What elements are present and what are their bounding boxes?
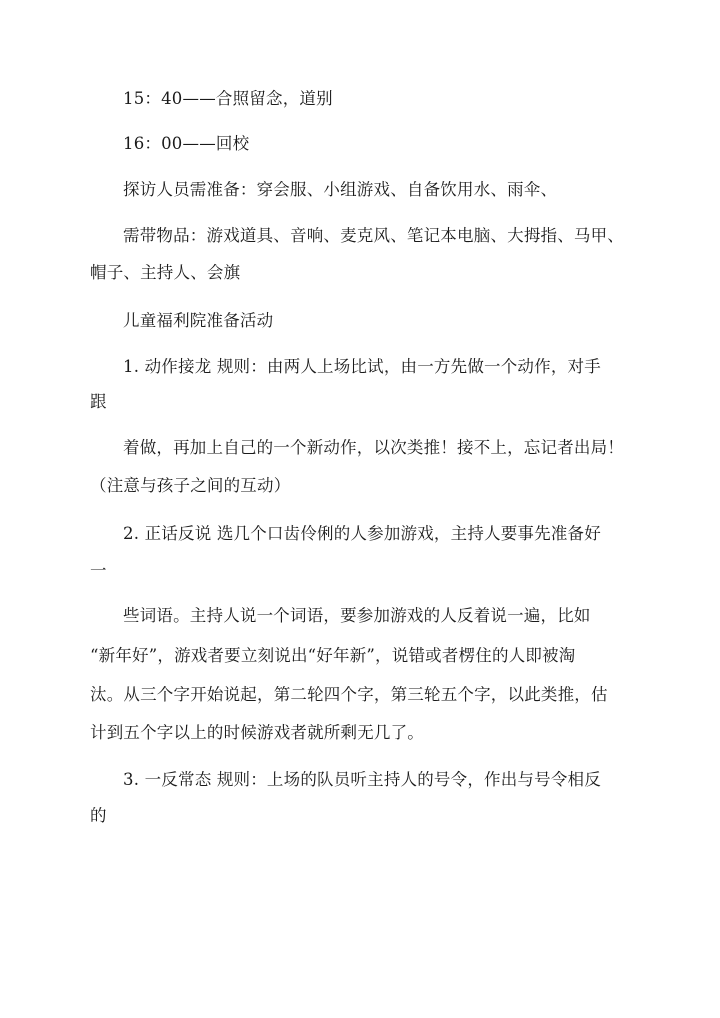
activity-2-rule-line-3: 汰。从三个字开始说起，第二轮四个字，第三轮五个字，以此类推，估 [90, 685, 608, 704]
required-items-cont: 帽子、主持人、会旗 [90, 263, 241, 282]
schedule-item-return: 16：00——回校 [123, 134, 250, 153]
activity-1-rule: 着做，再加上自己的一个新动作，以次类推！接不上，忘记者出局！ [123, 438, 624, 457]
visitor-preparation: 探访人员需准备：穿会服、小组游戏、自备饮用水、雨伞、 [123, 180, 558, 199]
activity-2-rule-line-1: 些词语。主持人说一个词语，要参加游戏的人反着说一遍，比如 [123, 606, 591, 625]
activity-2-rule-line-4: 计到五个字以上的时候游戏者就所剩无几了。 [90, 723, 424, 742]
activity-1-title: 1. 动作接龙 规则：由两人上场比试，由一方先做一个动作，对手 [123, 357, 601, 376]
activity-2-wrap: 一 [90, 561, 107, 580]
section-heading: 儿童福利院准备活动 [123, 311, 274, 330]
activity-1-note: （注意与孩子之间的互动） [90, 476, 291, 495]
activity-3-wrap: 的 [90, 806, 107, 825]
activity-2-title: 2. 正话反说 选几个口齿伶俐的人参加游戏，主持人要事先准备好 [123, 524, 601, 543]
activity-1-wrap: 跟 [90, 392, 107, 411]
activity-3-title: 3. 一反常态 规则：上场的队员听主持人的号令，作出与号令相反 [123, 770, 601, 789]
required-items: 需带物品：游戏道具、音响、麦克风、笔记本电脑、大拇指、马甲、 [123, 226, 624, 245]
schedule-item-photo: 15：40——合照留念，道别 [123, 89, 333, 108]
activity-2-rule-line-2: “新年好”，游戏者要立刻说出“好年新”，说错或者楞住的人即被淘 [90, 646, 576, 665]
